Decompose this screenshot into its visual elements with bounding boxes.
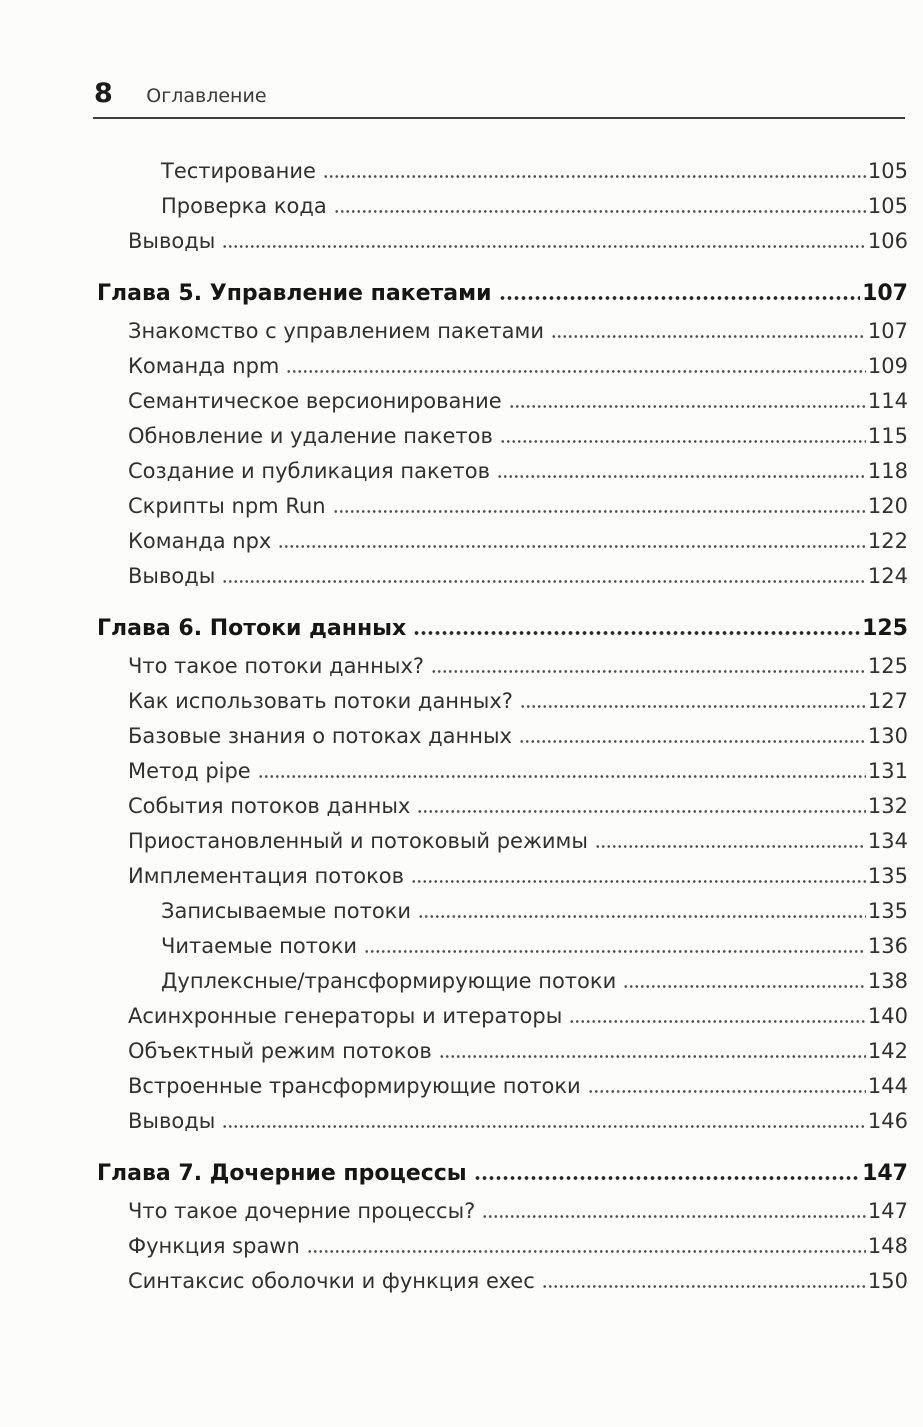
toc-entry-page: 131	[867, 759, 908, 783]
dot-leader	[499, 296, 861, 300]
toc-entry-page: 122	[867, 529, 908, 553]
toc-entry-page: 125	[862, 616, 908, 641]
toc-entry	[97, 684, 908, 719]
toc-entry	[97, 224, 908, 259]
toc-entry	[97, 789, 908, 824]
toc-entry-page: 105	[867, 159, 908, 183]
dot-leader	[520, 705, 866, 708]
page-header	[94, 78, 905, 109]
toc-entry-label: Что такое дочерние процессы?	[128, 1199, 476, 1223]
toc-entry-page: 105	[867, 194, 908, 218]
toc-entry-page: 144	[867, 1074, 908, 1098]
toc-entry-page: 118	[867, 459, 908, 483]
toc-entry	[97, 719, 908, 754]
dot-leader	[482, 1215, 866, 1218]
dot-leader	[323, 175, 866, 178]
dot-leader	[278, 545, 866, 548]
dot-leader	[417, 810, 866, 813]
dot-leader	[588, 1090, 866, 1093]
dot-leader	[334, 210, 866, 213]
dot-leader	[222, 580, 866, 583]
toc-entry-page: 135	[867, 899, 908, 923]
toc-entry-label: Синтаксис оболочки и функция exec	[128, 1269, 535, 1293]
dot-leader	[431, 670, 866, 673]
toc-entry-label: Глава 6. Потоки данных	[97, 616, 407, 641]
toc-entry-page: 132	[867, 794, 908, 818]
toc-entry	[97, 859, 908, 894]
dot-leader	[222, 245, 866, 248]
toc-entry-label: Команда npm	[128, 354, 280, 378]
toc-entry	[97, 454, 908, 489]
toc-entry-page: 135	[867, 864, 908, 888]
dot-leader	[542, 1285, 866, 1288]
dot-leader	[519, 740, 866, 743]
toc-entry-page: 147	[862, 1161, 908, 1186]
toc-entry-page: 142	[867, 1039, 908, 1063]
toc-entry	[97, 611, 908, 646]
toc-entry-label: Дуплексные/трансформирующие потоки	[161, 969, 617, 993]
toc-entry	[97, 1264, 908, 1299]
toc-entry-label: Как использовать потоки данных?	[128, 689, 513, 713]
dot-leader	[500, 440, 866, 443]
dot-leader	[569, 1020, 866, 1023]
toc-entry	[97, 314, 908, 349]
dot-leader	[364, 950, 866, 953]
toc-entry-page: 150	[867, 1269, 908, 1293]
toc-entry	[97, 1104, 908, 1139]
toc-entry-label: Скрипты npm Run	[128, 494, 326, 518]
toc-entry	[97, 1034, 908, 1069]
toc-entry-page: 134	[867, 829, 908, 853]
toc-entry-label: Записываемые потоки	[161, 899, 412, 923]
toc-entry	[97, 349, 908, 384]
toc-entry	[97, 929, 908, 964]
toc-entry-page: 125	[867, 654, 908, 678]
toc-entry-label: Выводы	[128, 1109, 216, 1133]
toc-entry-page: 115	[867, 424, 908, 448]
dot-leader	[411, 880, 866, 883]
toc-entry-page: 140	[867, 1004, 908, 1028]
toc-entry-label: Семантическое версионирование	[128, 389, 502, 413]
dot-leader	[222, 1125, 866, 1128]
toc-entry-label: Создание и публикация пакетов	[128, 459, 491, 483]
toc-entry-label: Метод pipe	[128, 759, 251, 783]
running-title: Оглавление	[146, 85, 267, 107]
toc-entry-label: Выводы	[128, 229, 216, 253]
dot-leader	[623, 985, 866, 988]
toc-entry	[97, 189, 908, 224]
toc-entry-page: 138	[867, 969, 908, 993]
toc-entry	[97, 276, 908, 311]
toc-entry-label: Приостановленный и потоковый режимы	[128, 829, 588, 853]
dot-leader	[418, 915, 866, 918]
toc-entry-label: Читаемые потоки	[161, 934, 358, 958]
toc-entry	[97, 999, 908, 1034]
toc-entry-page: 148	[867, 1234, 908, 1258]
page-number: 8	[94, 78, 114, 109]
toc-entry-page: 106	[867, 229, 908, 253]
toc-entry-page: 130	[867, 724, 908, 748]
dot-leader	[474, 1176, 860, 1180]
dot-leader	[497, 475, 866, 478]
toc-entry-label: Обновление и удаление пакетов	[128, 424, 493, 448]
dot-leader	[439, 1055, 866, 1058]
toc-entry-page: 147	[867, 1199, 908, 1223]
toc-entry-label: Знакомство с управлением пакетами	[128, 319, 545, 343]
toc-entry-page: 107	[862, 281, 908, 306]
toc-entry-page: 107	[867, 319, 908, 343]
toc-list	[97, 154, 908, 1299]
toc-entry	[97, 964, 908, 999]
toc-entry-label: Объектный режим потоков	[128, 1039, 432, 1063]
toc-entry-page: 109	[867, 354, 908, 378]
toc-entry	[97, 419, 908, 454]
toc-entry-label: Проверка кода	[161, 194, 327, 218]
toc-entry	[97, 489, 908, 524]
toc-entry-label: События потоков данных	[128, 794, 411, 818]
toc-entry-label: Асинхронные генераторы и итераторы	[128, 1004, 563, 1028]
toc-entry	[97, 754, 908, 789]
toc-entry	[97, 1194, 908, 1229]
toc-entry-page: 136	[867, 934, 908, 958]
header-rule	[93, 117, 905, 119]
dot-leader	[307, 1250, 866, 1253]
toc-entry-label: Что такое потоки данных?	[128, 654, 425, 678]
toc-entry	[97, 824, 908, 859]
toc-entry	[97, 894, 908, 929]
toc-entry-label: Команда npx	[128, 529, 272, 553]
toc-entry	[97, 524, 908, 559]
toc-entry-label: Имплементация потоков	[128, 864, 405, 888]
toc-entry-label: Тестирование	[161, 159, 316, 183]
dot-leader	[258, 775, 866, 778]
toc-entry	[97, 384, 908, 419]
toc-entry-page: 114	[867, 389, 908, 413]
toc-entry	[97, 559, 908, 594]
toc-entry-page: 120	[867, 494, 908, 518]
dot-leader	[286, 370, 866, 373]
toc-entry-page: 127	[867, 689, 908, 713]
toc-entry-page: 146	[867, 1109, 908, 1133]
dot-leader	[509, 405, 866, 408]
toc-entry-page: 124	[867, 564, 908, 588]
dot-leader	[551, 335, 866, 338]
toc-entry-label: Глава 5. Управление пакетами	[97, 281, 492, 306]
toc-entry-label: Базовые знания о потоках данных	[128, 724, 512, 748]
toc-entry-label: Глава 7. Дочерние процессы	[97, 1161, 467, 1186]
dot-leader	[595, 845, 866, 848]
toc-entry	[97, 1156, 908, 1191]
toc-entry-label: Функция spawn	[128, 1234, 300, 1258]
toc-entry	[97, 1229, 908, 1264]
toc-entry	[97, 154, 908, 189]
toc-entry	[97, 649, 908, 684]
dot-leader	[333, 510, 866, 513]
toc-entry	[97, 1069, 908, 1104]
toc-entry-label: Встроенные трансформирующие потоки	[128, 1074, 581, 1098]
toc-entry-label: Выводы	[128, 564, 216, 588]
dot-leader	[413, 631, 860, 635]
